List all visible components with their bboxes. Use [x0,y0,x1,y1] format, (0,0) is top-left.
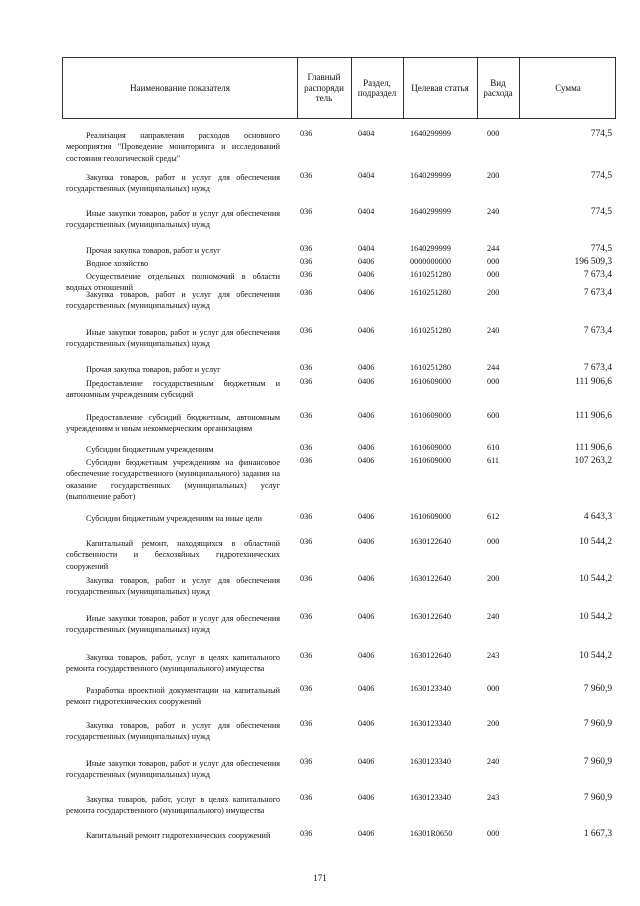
row-summa: 10 544,2 [579,574,612,584]
header-vid: Вид расхода [483,77,513,98]
row-glav: 036 [300,684,313,693]
page-number: 171 [313,873,327,883]
header-celevaya: Целевая статья [411,82,469,93]
row-vid: 200 [487,719,500,728]
row-glav: 036 [300,612,313,621]
row-razdel: 0406 [358,326,375,335]
row-summa: 1 667,3 [583,829,612,839]
row-name: Прочая закупка товаров, работ и услуг [86,246,221,255]
row-name: Закупка товаров, работ, услуг в целях капитального ремонта государственного (муниципального) имущества [66,795,280,816]
row-celevaya: 1640299999 [410,171,451,180]
row-name: Капитальный ремонт гидротехнических сооружений [86,831,271,840]
row-name: Закупка товаров, работ и услуг для обеспечения государственных (муниципальных) нужд [66,173,280,194]
row-summa: 111 906,6 [575,377,612,387]
row-name: Субсидии бюджетным учреждениям на финансовое обеспечение государственного (муниципального) задания на оказание государственных (муниципальных) услуг (выполнение работ) [66,458,280,502]
row-name: Иные закупки товаров, работ и услуг для обеспечения государственных (муниципальных) нужд [66,328,280,349]
row-vid: 612 [487,512,500,521]
row-razdel: 0404 [358,129,375,138]
row-summa: 4 643,3 [583,512,612,522]
row-name: Закупка товаров, работ и услуг для обеспечения государственных (муниципальных) нужд [66,290,280,311]
row-celevaya: 1640299999 [410,244,451,253]
row-razdel: 0406 [358,793,375,802]
header-summa: Сумма [555,82,581,93]
table-header [62,57,616,119]
header-razdel: Раздел, подраздел [357,77,397,98]
row-vid: 600 [487,411,500,420]
row-razdel: 0406 [358,377,375,386]
row-celevaya: 1630122640 [410,574,451,583]
row-razdel: 0406 [358,512,375,521]
row-name: Закупка товаров, работ и услуг для обеспечения государственных (муниципальных) нужд [66,721,280,742]
row-celevaya: 1610609000 [410,377,451,386]
header-name: Наименование показателя [130,82,230,93]
row-celevaya: 1610609000 [410,411,451,420]
row-razdel: 0406 [358,443,375,452]
row-vid: 240 [487,207,500,216]
row-glav: 036 [300,363,313,372]
row-glav: 036 [300,829,313,838]
row-name: Иные закупки товаров, работ и услуг для обеспечения государственных (муниципальных) нужд [66,209,280,230]
row-name: Закупка товаров, работ, услуг в целях капитального ремонта государственного (муниципального) имущества [66,653,280,674]
row-celevaya: 1610609000 [410,512,451,521]
row-summa: 7 960,9 [583,757,612,767]
row-celevaya: 1630122640 [410,612,451,621]
row-vid: 000 [487,257,500,266]
row-razdel: 0406 [358,612,375,621]
row-vid: 240 [487,757,500,766]
row-celevaya: 1640299999 [410,129,451,138]
row-summa: 10 544,2 [579,612,612,622]
row-summa: 774,5 [590,244,612,254]
row-celevaya: 1610251280 [410,288,451,297]
row-name: Субсидии бюджетным учреждениям на иные цели [86,514,262,523]
row-name: Реализация направления расходов основного мероприятия "Проведение мониторинга и исследований состояния геологической среды" [66,131,280,163]
row-vid: 000 [487,829,500,838]
row-name: Предоставление государственным бюджетным и автономным учреждениям субсидий [66,379,280,400]
row-razdel: 0404 [358,244,375,253]
row-celevaya: 1640299999 [410,207,451,216]
row-glav: 036 [300,270,313,279]
row-vid: 000 [487,129,500,138]
row-summa: 774,5 [590,207,612,217]
row-name: Иные закупки товаров, работ и услуг для обеспечения государственных (муниципальных) нужд [66,614,280,635]
row-razdel: 0406 [358,651,375,660]
row-vid: 610 [487,443,500,452]
row-celevaya: 1630123340 [410,684,451,693]
row-razdel: 0404 [358,207,375,216]
row-summa: 774,5 [590,171,612,181]
row-glav: 036 [300,537,313,546]
row-name: Предоставление субсидий бюджетным, автономным учреждениям и иным некоммерческим организациям [66,413,280,434]
row-celevaya: 1610609000 [410,443,451,452]
row-summa: 107 263,2 [574,456,612,466]
row-razdel: 0406 [358,288,375,297]
row-razdel: 0406 [358,684,375,693]
row-name: Осуществление отдельных полномочий в области водных отношений [66,272,280,293]
row-vid: 000 [487,270,500,279]
row-razdel: 0406 [358,411,375,420]
row-glav: 036 [300,719,313,728]
row-summa: 196 509,3 [574,257,612,267]
row-summa: 7 673,4 [583,326,612,336]
row-vid: 244 [487,244,500,253]
row-name: Иные закупки товаров, работ и услуг для обеспечения государственных (муниципальных) нужд [66,759,280,780]
row-razdel: 0406 [358,719,375,728]
row-celevaya: 1610251280 [410,326,451,335]
row-vid: 244 [487,363,500,372]
row-celevaya: 1610251280 [410,270,451,279]
row-celevaya: 16301R0650 [410,829,453,838]
header-glav: Главный распоряди тель [304,72,344,104]
row-glav: 036 [300,512,313,521]
row-vid: 000 [487,537,500,546]
row-vid: 611 [487,456,499,465]
row-celevaya: 1610251280 [410,363,451,372]
row-glav: 036 [300,793,313,802]
row-glav: 036 [300,244,313,253]
row-vid: 243 [487,651,500,660]
row-glav: 036 [300,257,313,266]
row-razdel: 0406 [358,257,375,266]
row-glav: 036 [300,443,313,452]
row-summa: 111 906,6 [575,443,612,453]
row-summa: 10 544,2 [579,537,612,547]
row-summa: 7 673,4 [583,270,612,280]
row-razdel: 0406 [358,456,375,465]
row-summa: 10 544,2 [579,651,612,661]
row-razdel: 0406 [358,757,375,766]
row-glav: 036 [300,757,313,766]
row-razdel: 0406 [358,537,375,546]
row-celevaya: 0000000000 [410,257,451,266]
row-glav: 036 [300,326,313,335]
row-name: Разработка проектной документации на капитальный ремонт гидротехнических сооружений [66,686,280,707]
row-name: Капитальный ремонт, находящихся в областной собственности и бесхозяйных гидротехнических сооружений [66,539,280,571]
row-summa: 7 673,4 [583,363,612,373]
row-glav: 036 [300,288,313,297]
row-razdel: 0404 [358,171,375,180]
row-vid: 200 [487,171,500,180]
row-celevaya: 1630123340 [410,793,451,802]
row-glav: 036 [300,207,313,216]
row-celevaya: 1630123340 [410,757,451,766]
row-razdel: 0406 [358,574,375,583]
row-razdel: 0406 [358,363,375,372]
row-razdel: 0406 [358,270,375,279]
row-glav: 036 [300,171,313,180]
row-celevaya: 1610609000 [410,456,451,465]
row-name: Прочая закупка товаров, работ и услуг [86,365,221,374]
row-celevaya: 1630123340 [410,719,451,728]
row-razdel: 0406 [358,829,375,838]
row-summa: 7 960,9 [583,793,612,803]
row-glav: 036 [300,411,313,420]
row-summa: 111 906,6 [575,411,612,421]
row-vid: 240 [487,612,500,621]
row-summa: 7 673,4 [583,288,612,298]
row-name: Субсидии бюджетным учреждениям [86,445,214,454]
row-glav: 036 [300,651,313,660]
row-celevaya: 1630122640 [410,537,451,546]
row-glav: 036 [300,574,313,583]
row-vid: 000 [487,377,500,386]
row-summa: 774,5 [590,129,612,139]
row-glav: 036 [300,377,313,386]
row-glav: 036 [300,129,313,138]
row-vid: 200 [487,574,500,583]
row-summa: 7 960,9 [583,719,612,729]
row-glav: 036 [300,456,313,465]
row-vid: 200 [487,288,500,297]
row-vid: 240 [487,326,500,335]
row-name: Закупка товаров, работ и услуг для обеспечения государственных (муниципальных) нужд [66,576,280,597]
row-vid: 243 [487,793,500,802]
row-vid: 000 [487,684,500,693]
row-name: Водное хозяйство [86,259,149,268]
row-summa: 7 960,9 [583,684,612,694]
row-celevaya: 1630122640 [410,651,451,660]
